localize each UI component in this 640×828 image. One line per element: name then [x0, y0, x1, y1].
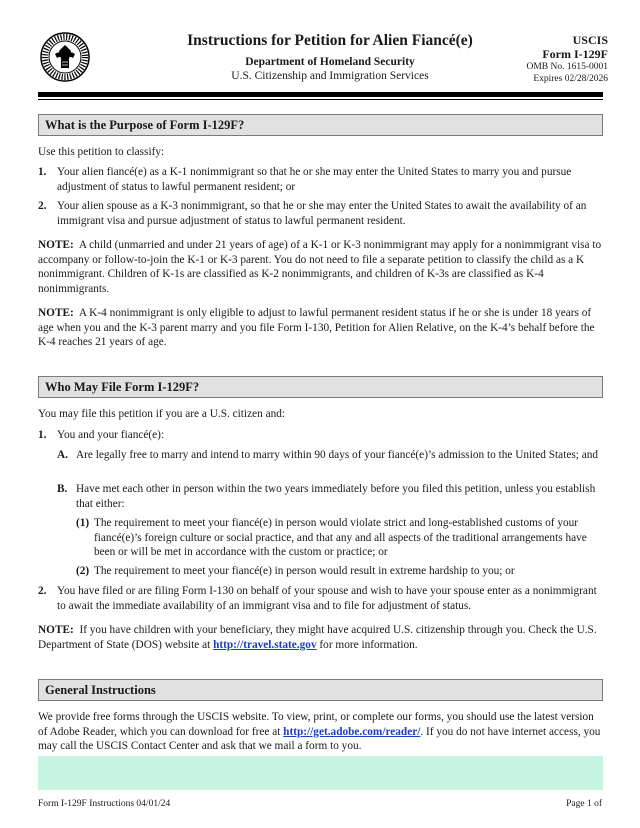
- sub-list-number: (2): [76, 565, 90, 577]
- note-citizenship: [38, 623, 603, 652]
- note-text: A K-4 nonimmigrant is only eligible to adjust to lawful permanent resident status if he or she is under 18 years of age when you and the K-3 parent marry and you file Form I-130, Petition for Alien Relative, on the K-4’s behalf before the K-4 reaches 21 years of age.: [38, 307, 595, 348]
- general-text-end: . If you do not have internet access, you may call the USCIS Contact Center and ask that we mail a form to you.: [38, 725, 601, 752]
- header-divider-thin: [38, 99, 603, 100]
- omb-number: OMB No. 1615-0001: [526, 62, 608, 72]
- list-item: Your alien spouse as a K-3 nonimmigrant, so that he or she may enter the United States to await the availability of an immigrant visa and pursue adjustment of status to lawful permanent resident.: [57, 200, 587, 227]
- footer-page-number: Page 1 of: [566, 799, 602, 809]
- note-label: NOTE:: [38, 624, 74, 636]
- sub-list-number: (1): [76, 517, 90, 529]
- page-title: Instructions for Petition for Alien Fiancé(e): [187, 32, 473, 49]
- section-heading-who-may-file: Who May File Form I-129F?: [38, 376, 603, 398]
- header-divider-thick: [38, 92, 603, 97]
- general-instructions-text: [38, 710, 603, 754]
- form-field-highlight: [38, 756, 603, 790]
- note-text: If you have children with your beneficiary, they might have acquired U.S. citizenship through you. Check the U.S. Department of State (DOS) website at: [38, 624, 597, 651]
- note-text-end: for more information.: [316, 638, 418, 651]
- sub-list-item: The requirement to meet your fiancé(e) in person would result in extreme hardship to you; or: [94, 565, 515, 577]
- list-item: You have filed or are filing Form I-130 on behalf of your spouse and wish to have your spouse enter as a nonimmigrant to await the immediate availability of an immigrant visa and to file for adjustment of status.: [57, 585, 597, 612]
- department-name: Department of Homeland Security: [245, 56, 415, 68]
- general-text: We provide free forms through the USCIS website. To view, print, or complete our forms, you should use the latest version of Adobe Reader, which you can download for free at: [38, 711, 594, 738]
- adobe-reader-link[interactable]: http://get.adobe.com/reader/: [283, 725, 421, 738]
- agency-name: U.S. Citizenship and Immigration Services: [231, 70, 429, 82]
- section-heading-purpose: What is the Purpose of Form I-129F?: [38, 114, 603, 136]
- list-number: 1.: [38, 429, 47, 441]
- who-intro: You may file this petition if you are a U.S. citizen and:: [38, 408, 286, 420]
- form-number: Form I-129F: [542, 47, 608, 61]
- list-letter: B.: [57, 483, 68, 495]
- list-item: Have met each other in person within the two years immediately before you filed this petition, unless you establish that either:: [76, 483, 596, 510]
- list-number: 2.: [38, 200, 47, 212]
- list-item: You and your fiancé(e):: [57, 429, 165, 441]
- section-heading-general: General Instructions: [38, 679, 603, 701]
- note-child-eligibility: [38, 238, 603, 296]
- uscis-label: USCIS: [572, 33, 608, 47]
- note-label: NOTE:: [38, 239, 74, 251]
- note-label: NOTE:: [38, 307, 74, 319]
- footer-form-edition: Form I-129F Instructions 04/01/24: [38, 799, 171, 809]
- note-text: A child (unmarried and under 21 years of age) of a K-1 or K-3 nonimmigrant may apply for a nonimmigrant visa to accompany or follow-to-join the K-1 or K-3 parent. You do not need to file a separate petition to classify the child as a K nonimmigrant. Children of K-1s are classified as K-2 nonimmigrants, and children of K-3s are classified as K-4 nonimmigrants.: [38, 239, 602, 295]
- expiration-date: Expires 02/28/2026: [533, 74, 608, 84]
- list-item: Are legally free to marry and intend to marry within 90 days of your fiancé(e)’s admission to the United States; and: [76, 449, 599, 461]
- list-letter: A.: [57, 449, 68, 461]
- form-id-block: [498, 33, 608, 85]
- sub-list-item: The requirement to meet your fiancé(e) in person would violate strict and long-established customs of your fiancé(e)’s foreign culture or social practice, and that any and all aspects of the traditional arrangements have been or will be met in accordance with the custom or practice; or: [94, 517, 587, 558]
- list-item: Your alien fiancé(e) as a K-1 nonimmigrant so that he or she may enter the United States to marry you and pursue adjustment of status to lawful permanent resident; or: [57, 166, 572, 193]
- travel-state-gov-link[interactable]: http://travel.state.gov: [213, 638, 317, 651]
- list-number: 2.: [38, 585, 47, 597]
- dhs-seal-icon: [40, 32, 90, 82]
- note-k4-eligibility: [38, 306, 603, 350]
- list-number: 1.: [38, 166, 47, 178]
- purpose-intro: Use this petition to classify:: [38, 146, 165, 158]
